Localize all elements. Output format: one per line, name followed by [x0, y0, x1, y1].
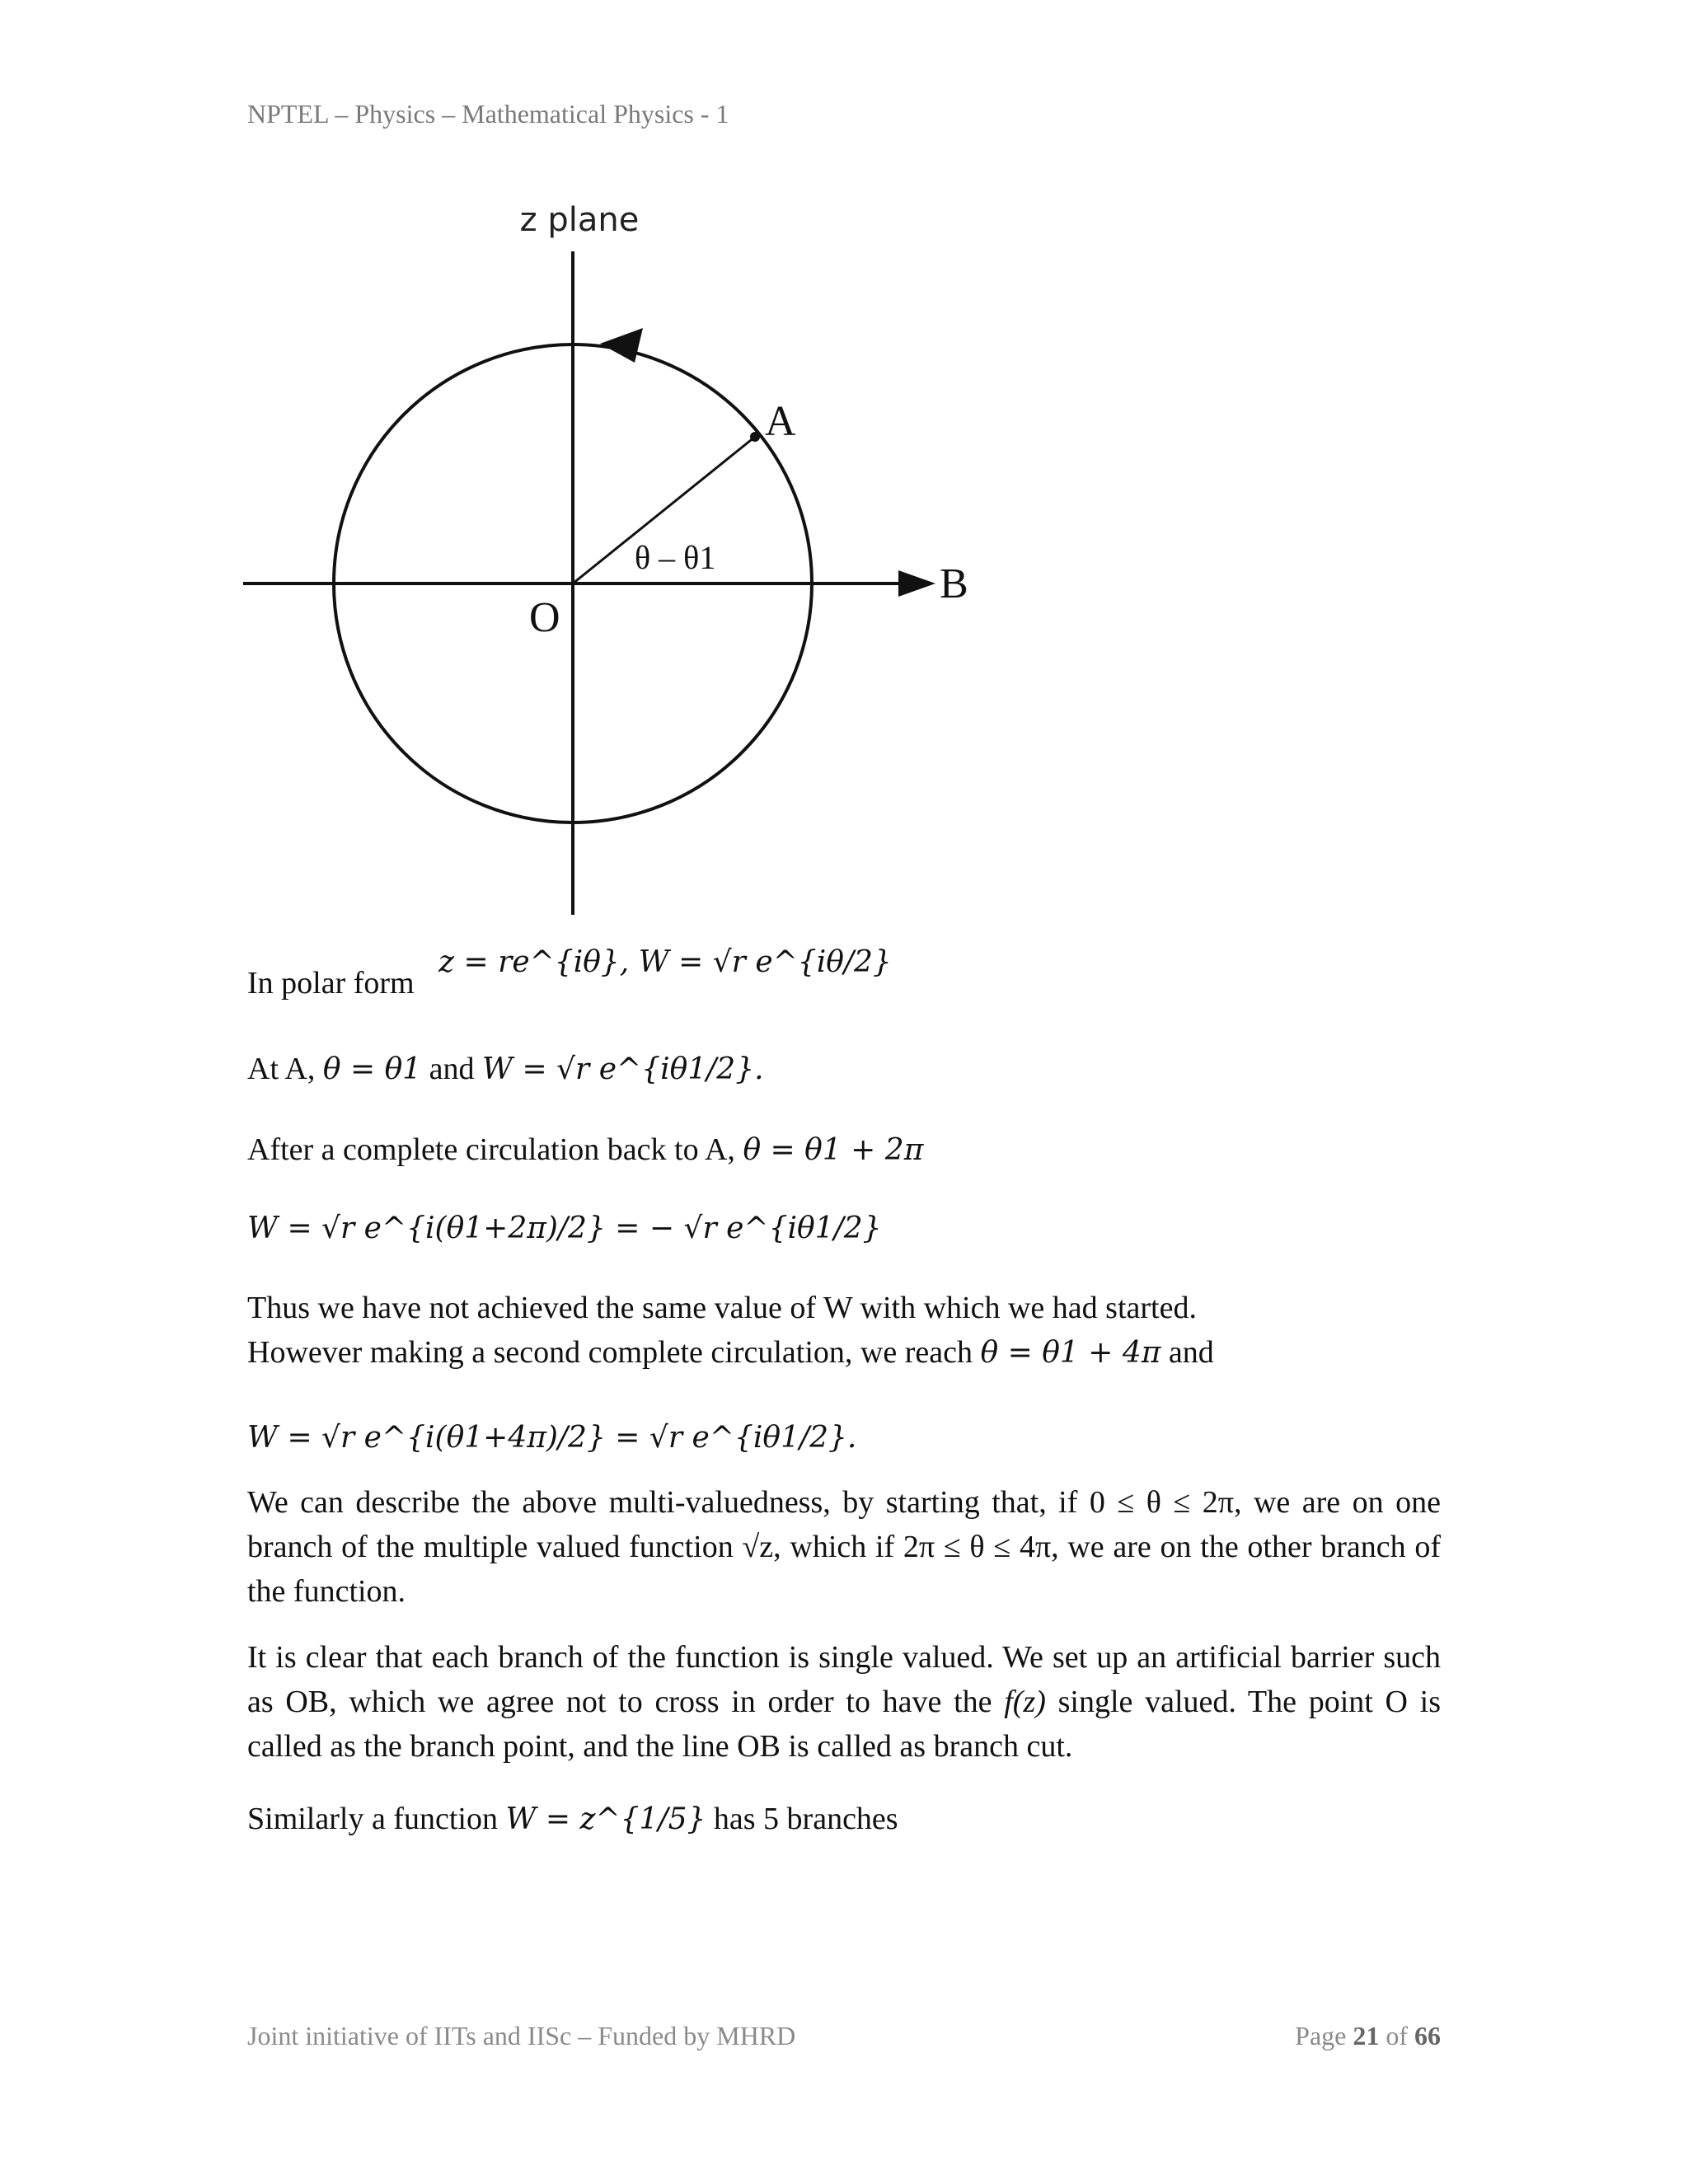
- w-first-equation: W = √r e^{i(θ1+2π)/2} = − √r e^{iθ1/2}: [247, 1212, 882, 1245]
- total-pages: 66: [1414, 2021, 1441, 2050]
- axis-arrowhead-b: [898, 570, 935, 597]
- at-a-theta: θ = θ1: [322, 1052, 422, 1086]
- w-second-equation: W = √r e^{i(θ1+4π)/2} = √r e^{iθ1/2}.: [247, 1421, 857, 1455]
- branch-para-before: It is clear that each branch of the function is single valued. We set up an artificial barrier such as OB, which we agree not to cross in order to have the: [247, 1640, 1441, 1719]
- at-a-line: [247, 1047, 1441, 1092]
- figure-title: z plane: [519, 201, 640, 239]
- thus-line-2: [247, 1330, 1441, 1376]
- thus-line-2-text: However making a second complete circulation, we reach: [247, 1335, 973, 1370]
- at-a-w-equation: W = √r e^{iθ1/2}.: [482, 1052, 764, 1086]
- page-number: 21: [1353, 2021, 1380, 2050]
- similarly-text: Similarly a function: [247, 1802, 498, 1836]
- at-a-and: and: [429, 1052, 475, 1086]
- thus-line-1: Thus we have not achieved the same value of W with which we had started.: [247, 1291, 1197, 1325]
- branch-para-fz: f(z): [1004, 1685, 1046, 1719]
- similarly-line: [247, 1797, 1441, 1842]
- point-a-marker: [750, 432, 760, 442]
- multi-valuedness-paragraph: We can describe the above multi-valuedness, by starting that, if 0 ≤ θ ≤ 2π, we are on one branch of the multiple valued function √z, which if 2π ≤ θ ≤ 4π, we are on the other branch of the function.: [247, 1485, 1441, 1609]
- page-word: Page: [1295, 2021, 1347, 2050]
- similarly-equation: W = z^{1/5}: [505, 1802, 706, 1836]
- of-word: of: [1386, 2021, 1408, 2050]
- point-b-label: B: [940, 560, 968, 607]
- angle-label: θ – θ1: [635, 539, 716, 576]
- thus-line-2-and: and: [1168, 1335, 1214, 1370]
- polar-form-equation: z = re^{iθ}, W = √r e^{iθ/2}: [438, 945, 892, 979]
- origin-label: O: [529, 594, 560, 641]
- thus-line-2-equation: θ = θ1 + 4π: [980, 1336, 1161, 1370]
- branch-para-after: single valued. The point O is called as the branch point, and the line OB is called as branch cut.: [247, 1685, 1442, 1764]
- thus-paragraph: [247, 1286, 1441, 1376]
- similarly-tail: has 5 branches: [713, 1802, 898, 1836]
- page-counter: [1295, 2021, 1441, 2051]
- page-header: NPTEL – Physics – Mathematical Physics - 1: [247, 99, 729, 129]
- circulation-arrowhead: [600, 328, 643, 363]
- polar-form-label: In polar form: [247, 966, 415, 1001]
- after-circulation-text: After a complete circulation back to A,: [247, 1132, 735, 1167]
- at-a-prefix: At A,: [247, 1052, 316, 1086]
- after-circulation-line: [247, 1127, 1441, 1173]
- z-plane-figure: [239, 190, 997, 931]
- after-circulation-equation: θ = θ1 + 2π: [743, 1133, 924, 1167]
- polar-form-line: [247, 945, 1441, 1006]
- point-a-label: A: [765, 398, 796, 445]
- footer-credit: Joint initiative of IITs and IISc – Funded by MHRD: [247, 2021, 796, 2050]
- branch-cut-paragraph: [247, 1635, 1441, 1769]
